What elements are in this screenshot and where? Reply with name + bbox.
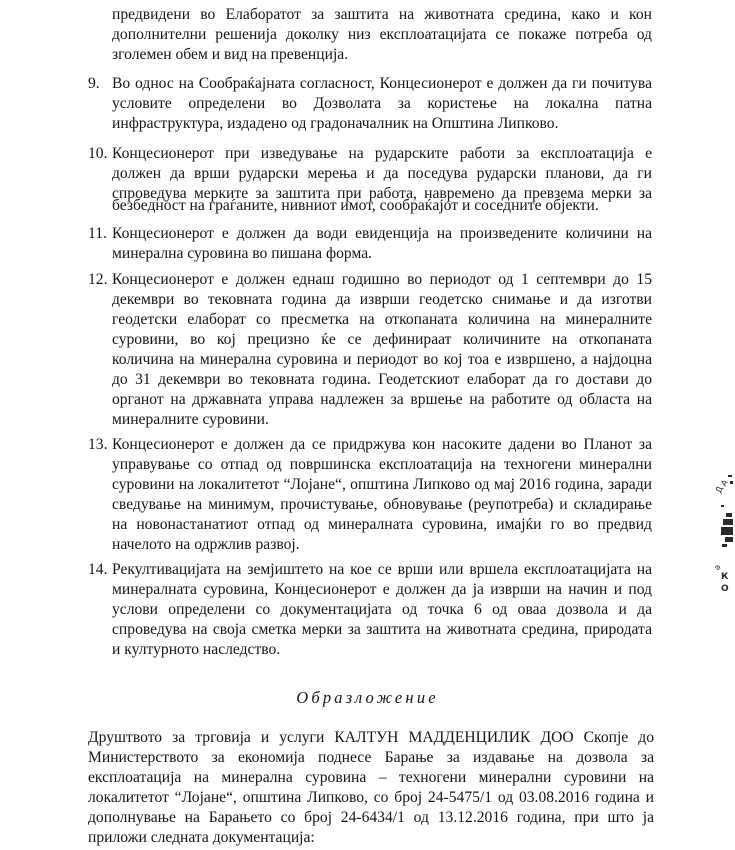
item-14-line: услови определени со документацијата од точка 6 од оваа дозвола и да <box>112 601 652 618</box>
item-11-line: минерална суровина во пишана форма. <box>112 245 373 262</box>
item-10-line: безбедност на граѓаните, нивниот имот, сообраќајот и соседните објекти. <box>112 197 599 214</box>
item-9-line: условите определени во Дозволата за користење на локална патна <box>112 95 652 112</box>
intro-line-2: дополнителни решенија доколку низ експлоатацијата се покаже потреба од <box>112 26 652 43</box>
item-13-line: суровини на локалитетот “Лојане“, општина Липково од мај 2016 година, заради <box>112 476 652 493</box>
item-10-line: спроведува мерките за заштита при работа, навремено да превзема мерки за <box>112 185 652 202</box>
svg-text:О: О <box>721 584 729 594</box>
item-14-line: спроведува на своја сметка мерки за заштита на животната средина, природата <box>112 621 652 638</box>
item-12-line: органот на државната управа надлежен за вршење на работите од областа на <box>112 391 652 408</box>
item-number-14: 14. <box>88 561 108 578</box>
svg-text:а: а <box>712 562 723 572</box>
item-12-line: минералните суровини. <box>112 411 269 428</box>
item-13-line: сведување на минимум, прочистување, обновување (реупотреба) и складирање <box>112 496 652 513</box>
body-line: локалитетот “Лојане“, општина Липково, со број 24-5475/1 од 03.08.2016 година и <box>88 789 654 806</box>
svg-text:К: К <box>721 572 729 582</box>
svg-text:Д: Д <box>713 485 725 495</box>
item-14-line: и културното наследство. <box>112 641 281 658</box>
item-12-line: Концесионерот е должен еднаш годишно во периодот од 1 септември до 15 <box>112 271 652 288</box>
intro-line-3: зголемен обем и вид на превенција. <box>112 46 349 63</box>
body-line: Министерството за економија поднесе Барање за издавање на дозвола за <box>88 749 654 766</box>
item-number-11: 11. <box>88 225 107 242</box>
intro-line-1: предвидени во Елаборатот за заштита на животната средина, како и кон <box>112 6 652 23</box>
item-12-line: геодетски елаборат со пресметка на откопаната количина на минералните <box>112 311 652 328</box>
item-12-line: количина на минерална суровина и периодот во кој тоа е извршено, а најдоцна <box>112 351 652 368</box>
item-number-9: 9. <box>88 75 100 92</box>
svg-text:А: А <box>719 478 730 488</box>
item-number-12: 12. <box>88 271 108 288</box>
item-13-line: начелото на одржлив развој. <box>112 536 300 553</box>
item-11-line: Концесионерот е должен да води евиденција на произведените количини на <box>112 225 652 242</box>
item-9-line: Во однос на Сообраќајната согласност, Концесионерот е должен да ги почитува <box>112 75 652 92</box>
item-12-line: до 31 декември во тековната година. Геодетскиот елаборат да го достави до <box>112 371 652 388</box>
item-10-line: Концесионерот при изведување на рударските работи за експлоатација е <box>112 145 652 162</box>
body-line: експлоатација на минерална суровина – техногени минерални суровини на <box>88 769 654 786</box>
item-13-line: управување со отпад од површинска експлоатација на техногени минерални <box>112 456 652 473</box>
item-12-line: суровини, во кој прецизно ќе се дефинираат количините на откопаната <box>112 331 652 348</box>
body-line: дополнување на Барањето со број 24-6434/1 од 13.12.2016 година, при што ја <box>88 809 654 826</box>
item-10-line: должен да врши рударски мерења и да поседува рударски планови, да ги <box>112 165 652 182</box>
body-line: Друштвото за трговија и услуги КАЛТУН МАДДЕНЦИЛИК ДОО Скопје до <box>88 729 654 746</box>
item-number-10: 10. <box>88 145 108 162</box>
item-12-line: декември во тековната година да изврши геодетско снимање и да изготви <box>112 291 652 308</box>
item-13-line: на новонастанатиот отпад од минералната суровина, имајќи го во предвид <box>112 516 652 533</box>
body-line: приложи следната документација: <box>88 829 315 846</box>
official-stamp <box>712 465 735 595</box>
item-9-line: инфраструктура, издадено од градоначалник на Општина Липково. <box>112 115 559 132</box>
item-13-line: Концесионерот е должен да се придржува кон насоките дадени во Планот за <box>112 436 652 453</box>
item-number-13: 13. <box>88 436 108 453</box>
item-14-line: минералната суровина, Концесионерот е должен да ја изврши на начин и под <box>112 581 652 598</box>
item-14-line: Рекултивацијата на земјиштето на кое се врши или вршела експлоатацијата на <box>112 561 652 578</box>
section-heading: Образложение <box>296 688 439 707</box>
